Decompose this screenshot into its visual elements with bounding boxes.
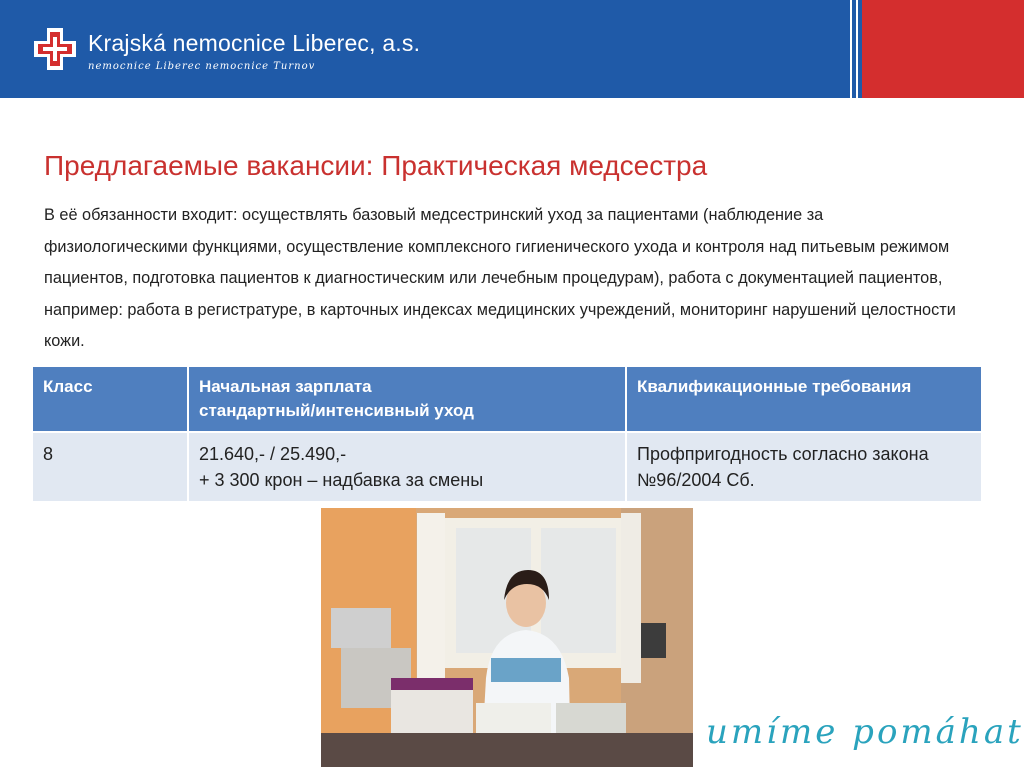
brand-subtitle: nemocnice Liberec nemocnice Turnov [88, 61, 316, 72]
brand-name: Krajská nemocnice Liberec, a.s. [88, 30, 421, 56]
header-class: Класс [33, 367, 188, 432]
cell-class: 8 [33, 432, 188, 501]
header-divider [856, 0, 858, 98]
cell-salary [188, 432, 626, 501]
table-row [33, 432, 981, 501]
page-title: Предлагаемые вакансии: Практическая медсестра [44, 150, 708, 181]
slogan: umíme pomáhat [706, 712, 1024, 752]
cell-salary-line2: + 3 300 крон – надбавка за смены [199, 470, 484, 490]
cell-qualification: Профпригодность согласно закона №96/2004 Сб. [626, 432, 981, 501]
table-header-row [33, 367, 981, 432]
header-salary [188, 367, 626, 432]
nurse-photo [321, 508, 693, 767]
header-salary-line2: стандартный/интенсивный уход [199, 401, 474, 420]
header-red-block [862, 0, 1024, 98]
vacancy-table [33, 367, 981, 501]
job-description: В её обязанности входит: осуществлять базовый медсестринский уход за пациентами (наблюдение за физиологическими функциями, осуществление комплексного гигиенического ухода и контроля над питьевым режимом пациентов, подготовка пациентов к диагностическим или лечебным процедурам), работа с документацией пациентов, например: работа в регистратуре, в карточных индексах медицинских учреждений, мониторинг нарушений целостности кожи. [44, 206, 956, 350]
hospital-cross-logo-icon [32, 26, 78, 72]
header-salary-line1: Начальная зарплата [199, 377, 372, 396]
cell-salary-line1: 21.640,- / 25.490,- [199, 444, 347, 464]
header-divider [850, 0, 852, 98]
header-qualification: Квалификационные требования [626, 367, 981, 432]
